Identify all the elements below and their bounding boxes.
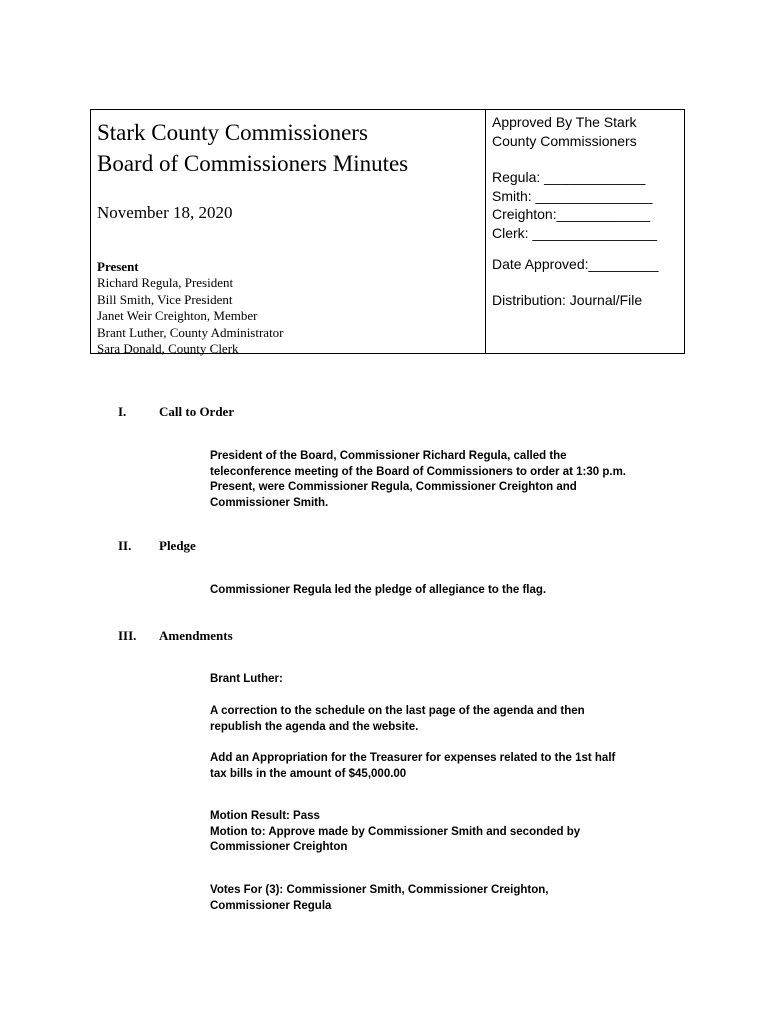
- motion-result: [210, 809, 680, 856]
- text-line: Add an Appropriation for the Treasurer for expenses related to the 1st half: [210, 752, 616, 764]
- pledge-text: [210, 583, 680, 599]
- section-title-pledge: Pledge: [159, 538, 196, 553]
- approval-heading-line: Approved By The Stark: [492, 114, 637, 130]
- text-line: Motion to: Approve made by Commissioner Smith and seconded by: [210, 825, 581, 838]
- text-line: A correction to the schedule on the last page of the agenda and then: [210, 705, 585, 717]
- text-line: Motion Result: Pass: [210, 810, 320, 822]
- text-line: Commissioner Smith.: [210, 496, 329, 509]
- date-approved: Date Approved:_________: [492, 256, 659, 272]
- title-line: Board of Commissioners Minutes: [97, 151, 409, 176]
- signature-line-clerk: Clerk: ________________: [492, 224, 658, 241]
- text-line: Votes For (3): Commissioner Smith, Commissioner Creighton,: [210, 884, 549, 896]
- present-member: Sara Donald, County Clerk: [97, 341, 239, 357]
- text-line: President of the Board, Commissioner Richard Regula, called the: [210, 450, 567, 462]
- section-number: II.: [118, 538, 132, 553]
- present-member: Janet Weir Creighton, Member: [97, 308, 258, 324]
- votes-for: [210, 883, 680, 914]
- signature-line-regula: Regula: _____________: [492, 169, 646, 185]
- approval-heading: [492, 113, 637, 150]
- section-number: III.: [118, 628, 137, 643]
- text-line: Commissioner Regula: [210, 899, 332, 912]
- document-title: [97, 117, 408, 179]
- signature-line-smith: Smith: _______________: [492, 187, 653, 204]
- text-line: Present, were Commissioner Regula, Commissioner Creighton and: [210, 481, 577, 493]
- present-member: Richard Regula, President: [97, 275, 234, 291]
- section-title-amendments: Amendments: [159, 628, 233, 643]
- text-line: Commissioner Regula led the pledge of allegiance to the flag.: [210, 584, 547, 596]
- text-line: tax bills in the amount of $45,000.00: [210, 767, 407, 780]
- present-list: [97, 259, 284, 357]
- header-table: [90, 109, 685, 357]
- present-member: Brant Luther, County Administrator: [97, 324, 284, 340]
- title-line: Stark County Commissioners: [97, 120, 368, 145]
- header-left-cell: [91, 110, 486, 357]
- approval-heading-line: County Commissioners: [492, 132, 637, 149]
- meeting-date: November 18, 2020: [97, 203, 233, 222]
- text-line: republish the agenda and the website.: [210, 720, 419, 733]
- header-right-cell: [486, 110, 684, 353]
- call-to-order-text: [210, 449, 680, 511]
- section-title-call-to-order: Call to Order: [159, 404, 235, 419]
- present-member: Bill Smith, Vice President: [97, 291, 233, 307]
- section-number: I.: [118, 404, 127, 419]
- signature-lines: [492, 168, 657, 242]
- text-line: teleconference meeting of the Board of Commissioners to order at 1:30 p.m.: [210, 465, 627, 478]
- present-heading: Present: [97, 259, 139, 274]
- amendment-correction: [210, 704, 680, 735]
- signature-line-creighton: Creighton:____________: [492, 206, 651, 222]
- distribution: Distribution: Journal/File: [492, 292, 643, 308]
- text-line: Commissioner Creighton: [210, 841, 348, 853]
- amendment-appropriation: [210, 751, 680, 782]
- amendments-speaker: Brant Luther:: [210, 673, 283, 685]
